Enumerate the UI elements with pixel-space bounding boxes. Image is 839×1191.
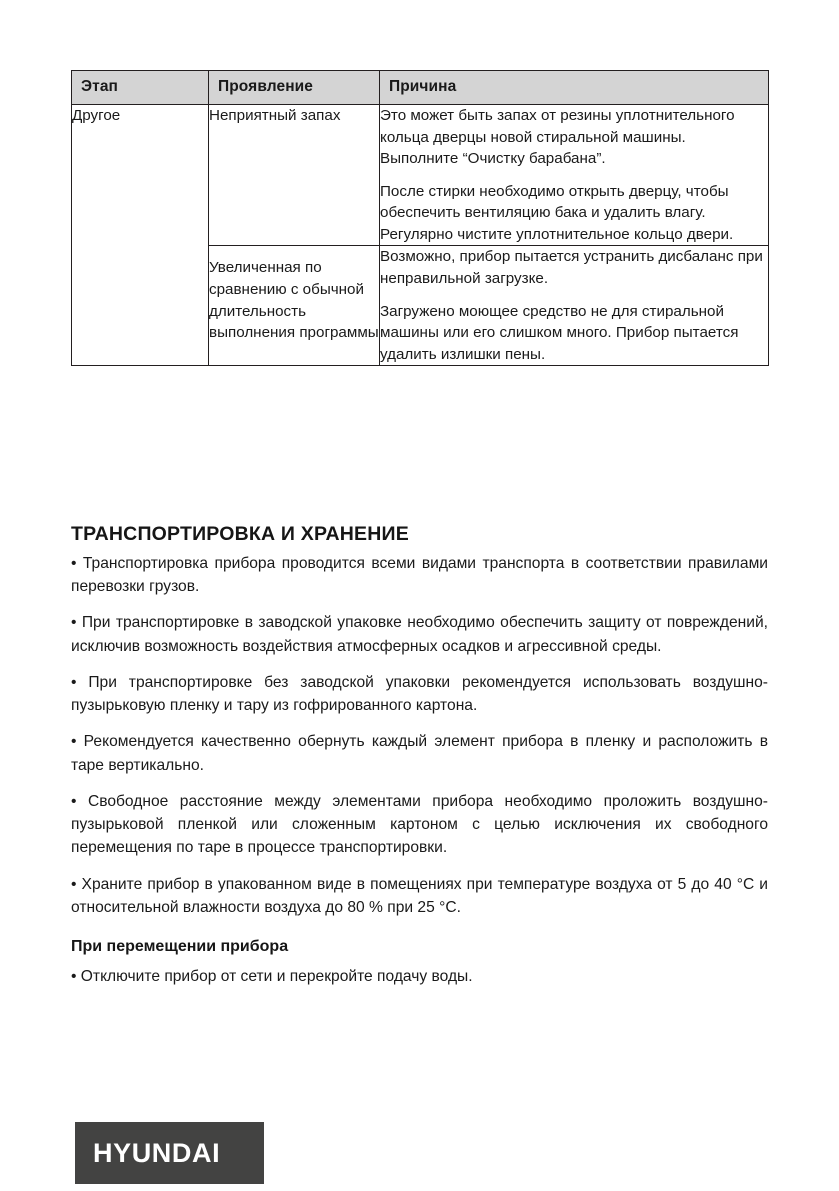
troubleshooting-table-wrapper	[71, 70, 768, 366]
bullet-paragraph: • При транспортировке без заводской упаковки рекомендуется использовать воздушно-пузырьковую пленку и тару из гофрированного картона.	[71, 673, 768, 715]
bullet-paragraph: • Отключите прибор от сети и перекройте подачу воды.	[71, 968, 473, 986]
table-header-cause: Причина	[380, 71, 769, 105]
subsection-title: При перемещении прибора	[71, 938, 289, 956]
table-header-symptom: Проявление	[209, 71, 380, 105]
bullet-paragraph: • Свободное расстояние между элементами прибора необходимо проложить воздушно-пузырьковой пленкой или сложенным картоном с целью исключения их свободного перемещения по таре в процессе транспортировки.	[71, 792, 768, 857]
cause-paragraph: Загружено моющее средство не для стиральной машины или его слишком много. Прибор пытается удалить излишки пены.	[380, 302, 739, 363]
bullet-paragraph: • Транспортировка прибора проводится всеми видами транспорта в соответствии правилами перевозки грузов.	[71, 555, 768, 596]
cause-paragraph: Это может быть запах от резины уплотнительного кольца дверцы новой стиральной машины. Выполните “Очистку барабана”.	[380, 107, 735, 168]
hyundai-logo	[75, 1122, 264, 1184]
section-title: ТРАНСПОРТИРОВКА И ХРАНЕНИЕ	[71, 523, 409, 545]
table-cell-cause	[380, 246, 769, 366]
hyundai-logo-text: HYUNDAI	[93, 1137, 221, 1168]
table-cell-symptom: Неприятный запах	[209, 105, 380, 246]
table-row	[72, 105, 769, 246]
bullet-paragraph: • Храните прибор в упакованном виде в помещениях при температуре воздуха от 5 до 40 °C и относительной влажности воздуха до 80 % при 25 °C.	[71, 875, 768, 916]
table-cell-symptom: Увеличенная по сравнению с обычной длительность выполнения программы	[209, 246, 380, 366]
table-header-stage: Этап	[72, 71, 209, 105]
bullet-paragraph: • При транспортировке в заводской упаковке необходимо обеспечить защиту от повреждений, исключив возможность воздействия атмосферных осадков и агрессивной среды.	[71, 614, 768, 655]
troubleshooting-table	[71, 70, 769, 366]
section-body	[71, 552, 768, 988]
bullet-paragraph: • Рекомендуется качественно обернуть каждый элемент прибора в пленку и расположить в таре вертикально.	[71, 733, 768, 774]
table-body	[72, 105, 769, 366]
table-header-row	[72, 71, 769, 105]
table-cell-stage: Другое	[72, 105, 209, 366]
table-header	[72, 71, 769, 105]
table-cell-cause	[380, 105, 769, 246]
cause-paragraph: Возможно, прибор пытается устранить дисбаланс при неправильной загрузке.	[380, 248, 763, 288]
cause-paragraph: После стирки необходимо открыть дверцу, чтобы обеспечить вентиляцию бака и удалить влагу. Регулярно чистите уплотнительное кольцо двери.	[380, 182, 734, 243]
